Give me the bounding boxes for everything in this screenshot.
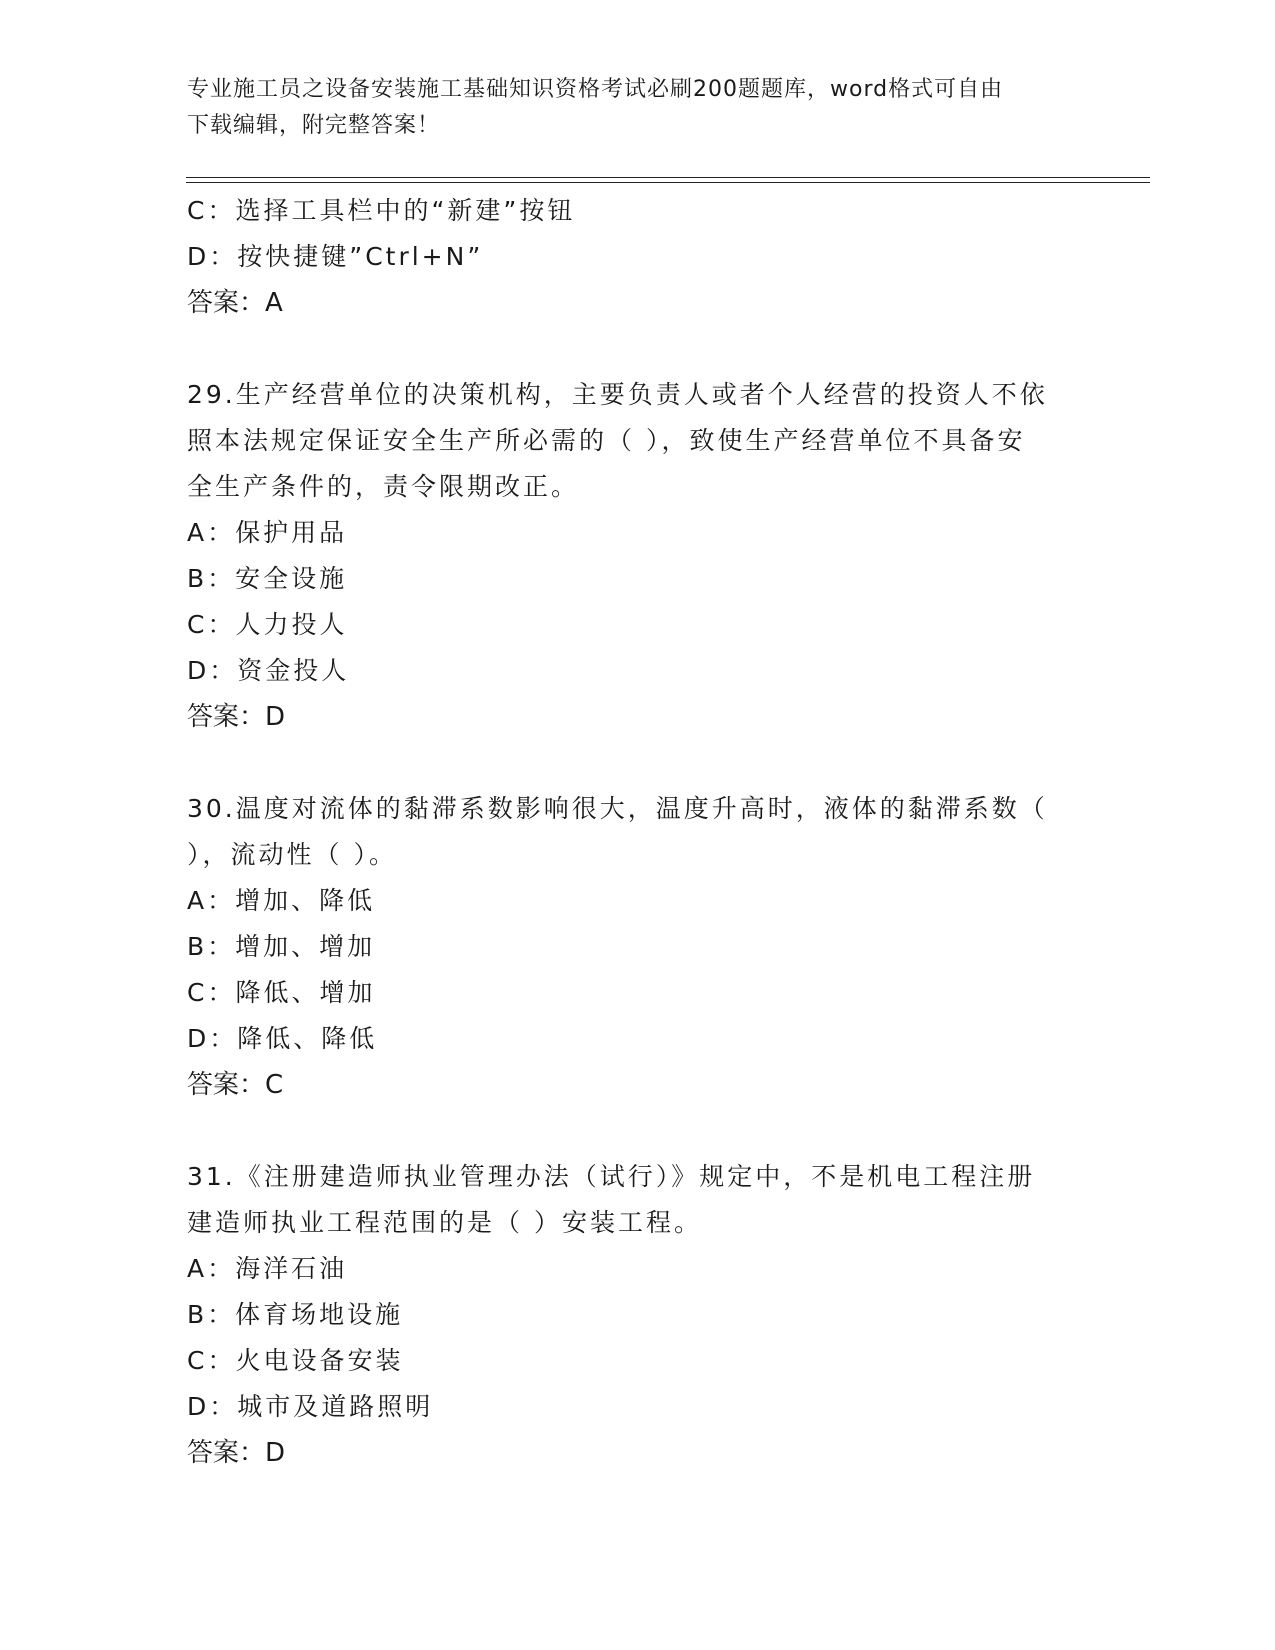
question-text-line: 建造师执业工程范围的是（ ）安装工程。 bbox=[187, 1208, 702, 1237]
question-text-line: 31.《注册建造师执业管理办法（试行）》规定中，不是机电工程注册 bbox=[187, 1162, 1036, 1191]
option-line: D：城市及道路照明 bbox=[187, 1392, 434, 1421]
option-line: B：体育场地设施 bbox=[187, 1300, 404, 1329]
option-line: C：火电设备安装 bbox=[187, 1346, 404, 1375]
question-text-line: 照本法规定保证安全生产所必需的（ ），致使生产经营单位不具备安 bbox=[187, 426, 1026, 455]
option-line: A：海洋石油 bbox=[187, 1254, 348, 1283]
header-line-2: 下载编辑，附完整答案！ bbox=[187, 113, 441, 138]
option-line: C：人力投人 bbox=[187, 610, 348, 639]
header-line-1: 专业施工员之设备安装施工基础知识资格考试必刷200题题库，word格式可自由 bbox=[187, 77, 1004, 102]
answer-line: 答案：D bbox=[187, 702, 286, 732]
question-text-line: 30.温度对流体的黏滞系数影响很大，温度升高时，液体的黏滞系数（ bbox=[187, 794, 1048, 823]
answer-line: 答案：D bbox=[187, 1438, 286, 1468]
header-divider-bottom bbox=[186, 182, 1150, 183]
question-block bbox=[187, 372, 1087, 740]
question-text-line: 29.生产经营单位的决策机构，主要负责人或者个人经营的投资人不依 bbox=[187, 380, 1048, 409]
option-line: B：增加、增加 bbox=[187, 932, 376, 961]
document-header bbox=[187, 72, 1067, 144]
block-spacer bbox=[187, 1108, 1087, 1154]
answer-line: 答案：C bbox=[187, 1070, 284, 1100]
question-text-line: 全生产条件的，责令限期改正。 bbox=[187, 472, 580, 501]
question-content bbox=[187, 188, 1087, 1476]
block-spacer bbox=[187, 326, 1087, 372]
block-spacer bbox=[187, 740, 1087, 786]
option-line: A：增加、降低 bbox=[187, 886, 376, 915]
option-line: D：降低、降低 bbox=[187, 1024, 378, 1053]
option-line: D：资金投人 bbox=[187, 656, 350, 685]
option-line: B：安全设施 bbox=[187, 564, 348, 593]
option-line: D：按快捷键”Ctrl+N” bbox=[187, 242, 484, 271]
option-line: A：保护用品 bbox=[187, 518, 348, 547]
question-text-line: ），流动性（ ）。 bbox=[187, 840, 397, 869]
question-block bbox=[187, 1154, 1087, 1476]
question-block bbox=[187, 786, 1087, 1108]
answer-line: 答案：A bbox=[187, 288, 283, 318]
option-line: C：选择工具栏中的“新建”按钮 bbox=[187, 196, 576, 225]
header-divider-top bbox=[186, 177, 1150, 178]
option-line: C：降低、增加 bbox=[187, 978, 376, 1007]
question-block bbox=[187, 188, 1087, 326]
